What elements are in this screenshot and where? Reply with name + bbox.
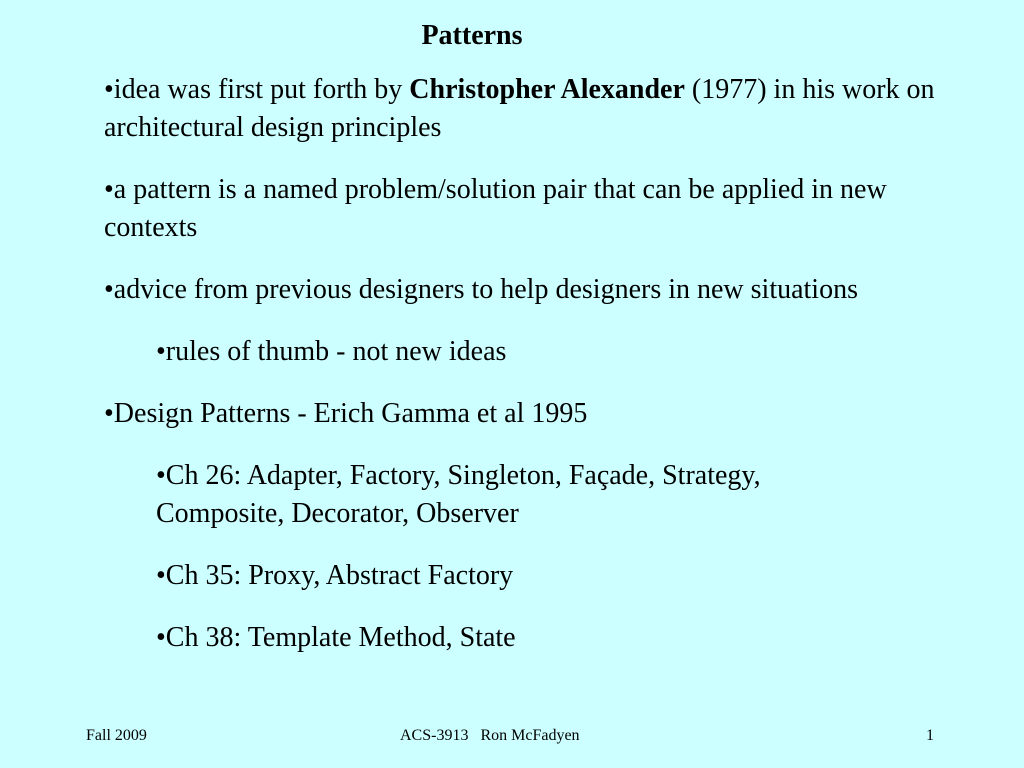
bullet-advice: •advice from previous designers to help designers in new situations: [104, 274, 858, 305]
bullet-alexander: [104, 71, 964, 147]
bullet-design-patterns-book: •Design Patterns - Erich Gamma et al 1995: [104, 398, 588, 429]
subbullet-ch35: •Ch 35: Proxy, Abstract Factory: [156, 560, 514, 591]
footer-page-number: 1: [926, 727, 934, 744]
subbullet-ch38: •Ch 38: Template Method, State: [156, 622, 516, 653]
slide-body: [104, 71, 964, 681]
bullet-alexander-name: Christopher Alexander: [409, 74, 685, 105]
subbullet-ch26: •Ch 26: Adapter, Factory, Singleton, Façade, Strategy, Composite, Decorator, Observer: [156, 460, 761, 529]
bullet-pattern-definition: •a pattern is a named problem/solution pair that can be applied in new contexts: [104, 174, 887, 243]
bullet-alexander-post: (1977) in his work on architectural design principles: [104, 74, 935, 143]
footer-course-author: ACS-3913 Ron McFadyen: [400, 727, 580, 744]
slide-title: Patterns: [421, 20, 523, 51]
subbullet-rules-of-thumb: •rules of thumb - not new ideas: [156, 336, 507, 367]
footer-date: Fall 2009: [86, 727, 147, 744]
bullet-alexander-pre: •idea was first put forth by: [104, 74, 410, 105]
